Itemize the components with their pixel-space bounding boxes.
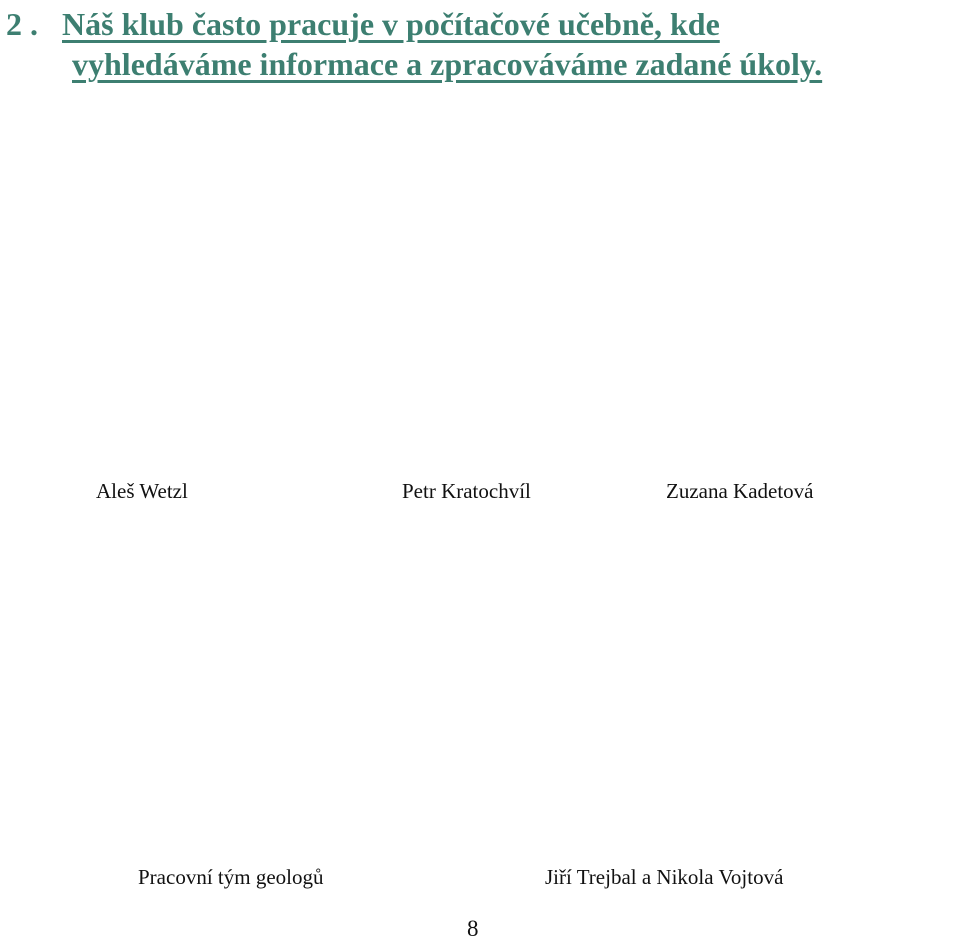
heading-text-1: Náš klub často pracuje v počítačové učebně, kde [62,6,720,42]
photo-caption-team: Pracovní tým geologů [138,865,324,889]
photo-caption-zuzana-kadetova: Zuzana Kadetová [666,479,814,503]
photo-caption-trejbal-vojtova: Jiří Trejbal a Nikola Vojtová [545,865,784,889]
heading-number: 2 . [6,6,38,42]
heading-line-1 [6,4,956,44]
page-number: 8 [467,916,479,941]
heading-line-2 [6,44,956,84]
photo-caption-petr-kratochvil: Petr Kratochvíl [402,479,531,503]
photo-caption-ales-wetzl: Aleš Wetzl [96,479,188,503]
section-heading [6,4,956,84]
heading-text-2: vyhledáváme informace a zpracováváme zadané úkoly. [72,46,823,82]
